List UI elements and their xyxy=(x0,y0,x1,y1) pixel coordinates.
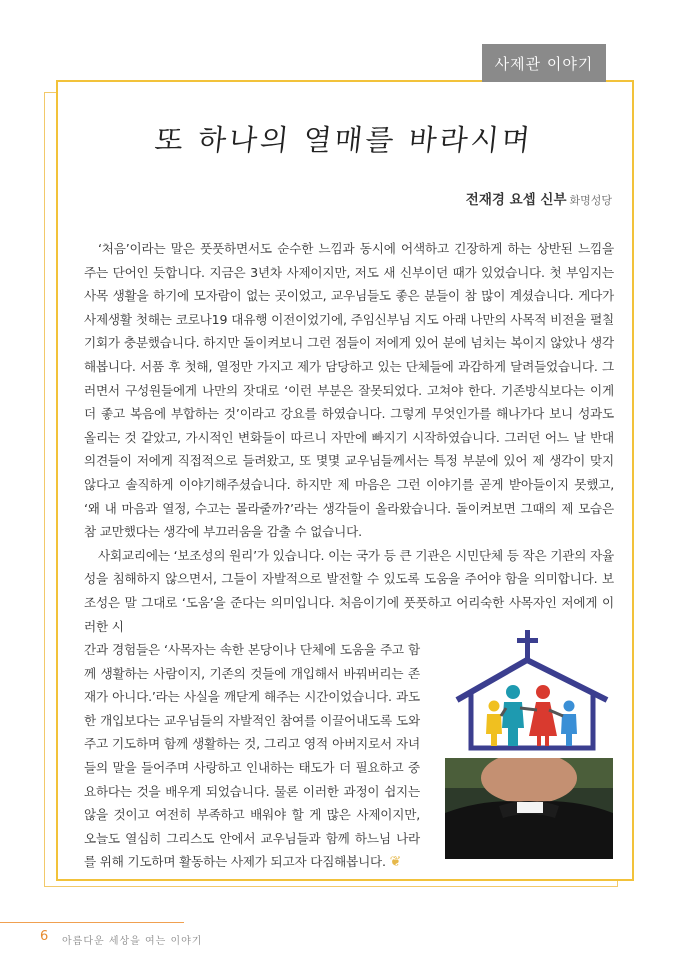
paragraph-1: ‘처음’이라는 말은 풋풋하면서도 순수한 느낌과 동시에 어색하고 긴장하게 하는 상반된 느낌을 주는 단어인 듯합니다. 지금은 3년차 사제이지만, 저도 새 신부이던 때가 있었습니다. 첫 부임지는 사목 생활을 하기에 모자람이 없는 곳이었고, 교우님들도 좋은 분들이 참 많이 계셨습니다. 게다가 사제생활 첫해는 코로나19 대유행 이전이었기에, 주임신부님 지도 아래 나만의 사목적 비전을 펼칠 기회가 충분했습니다. 하지만 돌이켜보니 그런 점들이 저에게 있어 분에 넘치는 복이지 않았나 생각해봅니다. 서품 후 첫해, 열정만 가지고 제가 담당하고 있는 단체들에 과감하게 달려들었습니다. 그러면서 구성원들에게 나만의 잣대로 ‘이런 부분은 잘못되었다. 고쳐야 한다. 기존방식보다는 이게 더 좋고 복음에 부합하는 것’이라고 강요를 하였습니다. 그렇게 무엇인가를 해나가다 보니 성과도 올리는 것 같았고, 가시적인 변화들이 따르니 자만에 빠지기 시작하였습니다. 그러던 어느 날 반대 의견들이 저에게 직접적으로 들려왔고, 또 몇몇 교우님들께서는 특정 부분에 있어 제 생각이 맞지 않다고 솔직하게 이야기해주셨습니다. 하지만 제 마음은 그런 이야기를 곧게 받아들이지 못했고, ‘왜 내 마음과 열정, 수고는 몰라줄까?’라는 생각들이 올라왔습니다. 돌이켜보면 그때의 제 모습은 참 교만했다는 생각에 부끄러움을 감출 수 없습니다. xyxy=(84,241,614,540)
leaf-end-mark-icon: ❦ xyxy=(389,854,402,871)
author-church: 화명성당 xyxy=(569,194,612,207)
author-byline xyxy=(466,188,612,208)
paragraph-2: 사회교리에는 ‘보조성의 원리’가 있습니다. 이는 국가 등 큰 기관은 시민단체 등 작은 기관의 자율성을 침해하지 않으면서, 그들이 자발적으로 발전할 수 있도록 도움을 주어야 함을 의미합니다. 보조성은 말 그대로 ‘도움’을 준다는 의미입니다. 처음이기에 풋풋하고 어리숙한 사목자인 저에게 이러한 시 xyxy=(84,547,614,634)
article-title: 또 하나의 열매를 바라시며 xyxy=(153,123,535,157)
priest-collar-photo xyxy=(445,758,613,859)
author-name: 전재경 요셉 신부 xyxy=(465,192,567,208)
footer-rule xyxy=(0,922,184,923)
publication-name: 아름다운 세상을 여는 이야기 xyxy=(62,936,203,947)
section-tag: 사제관 이야기 xyxy=(482,44,606,82)
paragraph-2-continued xyxy=(84,638,420,875)
paragraph-2-continued-text: 간과 경험들은 ‘사목자는 속한 본당이나 단체에 도움을 주고 함께 생활하는 사람이지, 기존의 것들에 개입해서 바꿔버리는 존재가 아니다.’라는 사실을 깨닫게 해주는 시간이었습니다. 과도한 개입보다는 교우님들의 자발적인 참여를 이끌어내도록 도와주고 기도하며 함께 생활하는 것, 그리고 영적 아버지로서 자녀들의 말을 들어주며 사랑하고 인내하는 태도가 더 필요하고 중요하다는 것을 배우게 되었습니다. 물론 이러한 과정이 쉽지는 않을 것이고 여전히 부족하고 배워야 할 게 많은 사제이지만, 오늘도 열심히 그리스도 안에서 교우님들과 함께 하느님 나라를 위해 기도하며 활동하는 사제가 되고자 다짐해봅니다. xyxy=(84,642,420,870)
church-family-illustration xyxy=(451,630,613,756)
page-number: 6 xyxy=(40,929,49,944)
